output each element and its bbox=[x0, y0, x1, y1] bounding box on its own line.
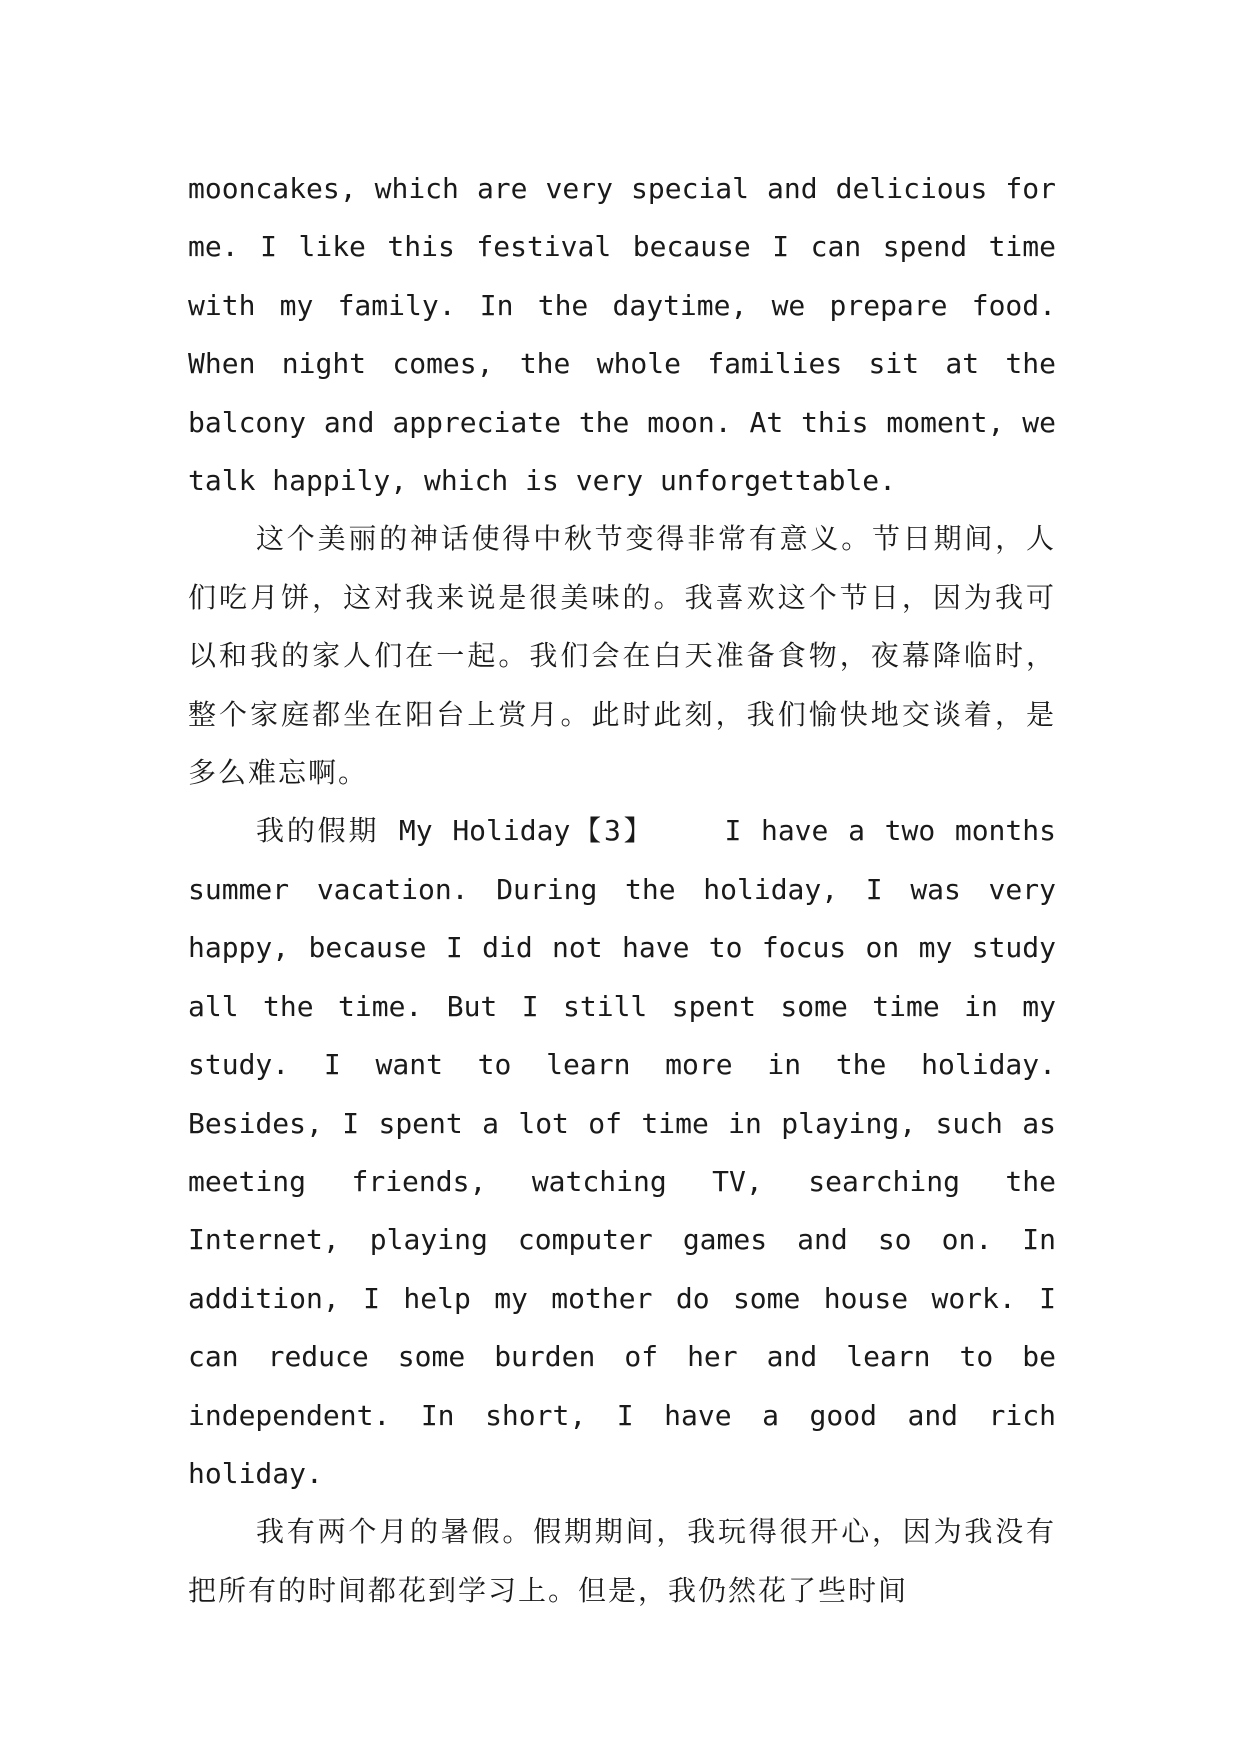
document-page bbox=[188, 160, 1056, 1620]
paragraph-text: mooncakes, which are very special and delicious for me. I like this festival because I can spend time with my family. In the daytime, we prepare food. When night comes, the whole families sit at the balcony and appreciate the moon. At this moment, we talk happily, which is very unforgettable. bbox=[188, 172, 1056, 498]
paragraph-my-holiday-chinese bbox=[188, 1503, 1056, 1620]
paragraph-text: 这个美丽的神话使得中秋节变得非常有意义。节日期间，人们吃月饼，这对我来说是很美味的。我喜欢这个节日，因为我可以和我的家人们在一起。我们会在白天准备食物，夜幕降临时，整个家庭都坐在阳台上赏月。此时此刻，我们愉快地交谈着，是多么难忘啊。 bbox=[188, 522, 1056, 790]
paragraph-text: 我有两个月的暑假。假期期间，我玩得很开心，因为我没有把所有的时间都花到学习上。但是，我仍然花了些时间 bbox=[188, 1515, 1056, 1607]
paragraph-mid-autumn-chinese bbox=[188, 510, 1056, 802]
paragraph-text: I have a two months summer vacation. During the holiday, I was very happy, because I did not have to focus on my study all the time. But I still spent some time in my study. I want to learn more in the holiday. Besides, I spent a lot of time in playing, such as meeting friends, watching TV, searching the Internet, playing computer games and so on. In addition, I help my mother do some house work. I can reduce some burden of her and learn to be independent. In short, I have a good and rich holiday. bbox=[188, 814, 1056, 1490]
paragraph-my-holiday-english bbox=[188, 802, 1056, 1503]
section-heading: 我的假期 My Holiday【3】 bbox=[256, 814, 655, 848]
paragraph-mid-autumn-english bbox=[188, 160, 1056, 510]
